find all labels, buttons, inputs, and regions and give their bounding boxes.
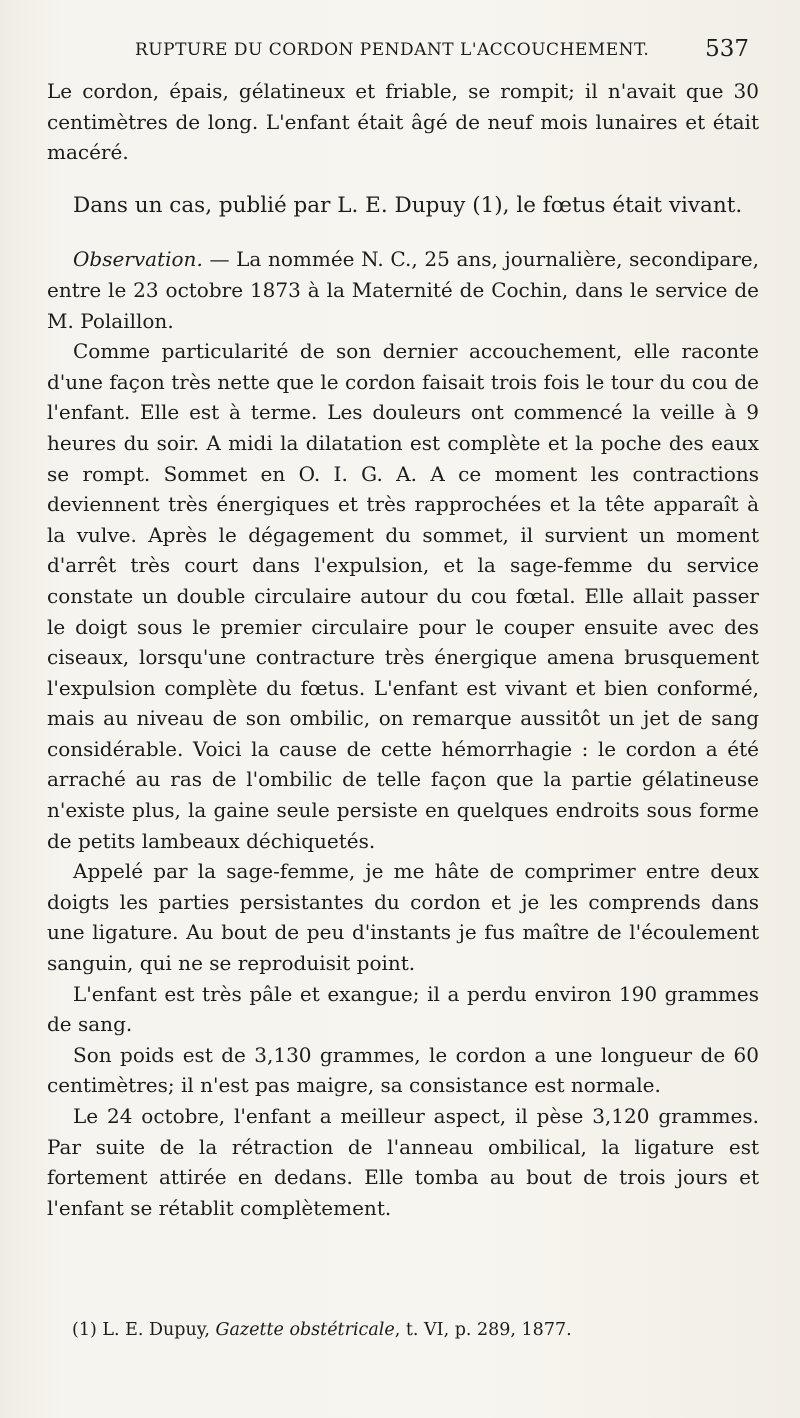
paragraph-weight: Son poids est de 3,130 grammes, le cordon a une longueur de 60 centimètres; il n'est pas maigre, sa consistance est normale. <box>47 1042 759 1098</box>
footnote-journal: Gazette obstétricale <box>215 1320 395 1340</box>
paragraph-blood-loss: L'enfant est très pâle et exangue; il a perdu environ 190 grammes de sang. <box>47 981 759 1037</box>
observation-text: — La nommée N. C., 25 ans, journalière, secondipare, entre le 23 octobre 1873 à la Maternité de Cochin, dans le service de M. Polaillon. <box>47 247 759 333</box>
footnote-suffix: , t. VI, p. 289, 1877. <box>394 1320 572 1340</box>
body-text <box>47 76 759 1223</box>
paragraph-cord-rupture: Le cordon, épais, gélatineux et friable, se rompit; il n'avait que 30 centimètres de long. L'enfant était âgé de neuf mois lunaires et était macéré. <box>47 79 759 165</box>
paragraph-ligature: Appelé par la sage-femme, je me hâte de comprimer entre deux doigts les parties persistantes du cordon et je les comprends dans une ligature. Au bout de peu d'instants je fus maître de l'écoulement sanguin, qui ne se reproduisit point. <box>47 859 759 976</box>
footnote <box>72 1320 762 1340</box>
paragraph-observation <box>47 244 759 336</box>
footnote-prefix: (1) L. E. Dupuy, <box>72 1320 216 1340</box>
paragraph-delivery-account: Comme particularité de son dernier accouchement, elle raconte d'une façon très nette que le cordon faisait trois fois le tour du cou de l'enfant. Elle est à terme. Les douleurs ont commencé la veille à 9 heures du soir. A midi la dilatation est complète et la poche des eaux se rompt. Sommet en O. I. G. A. A ce moment les contractions deviennent très énergiques et très rapprochées et la tête apparaît à la vulve. Après le dégagement du sommet, il survient un moment d'arrêt très court dans l'expulsion, et la sage-femme du service constate un double circulaire autour du cou fœtal. Elle allait passer le doigt sous le premier circulaire pour le couper ensuite avec des ciseaux, lorsqu'une contracture très énergique amena brusquement l'expulsion complète du fœtus. L'enfant est vivant et bien conformé, mais au niveau de son ombilic, on remarque aussitôt un jet de sang considérable. Voici la cause de cette hémorrhagie : le cordon a été arraché au ras de l'ombilic de telle façon que la partie gélatineuse n'existe plus, la gaine seule persiste en quelques endroits sous forme de petits lambeaux déchiquetés. <box>47 339 759 853</box>
page-number: 537 <box>705 36 749 62</box>
page-header <box>135 36 755 66</box>
paragraph-recovery: Le 24 octobre, l'enfant a meilleur aspect, il pèse 3,120 grammes. Par suite de la rétraction de l'anneau ombilical, la ligature est fortement attirée en dedans. Elle tomba au bout de trois jours et l'enfant se rétablit complètement. <box>47 1104 759 1220</box>
running-title: RUPTURE DU CORDON PENDANT L'ACCOUCHEMENT. <box>135 40 650 60</box>
paragraph-dupuy-case: Dans un cas, publié par L. E. Dupuy (1), le fœtus était vivant. <box>73 192 743 218</box>
observation-label: Observation. <box>73 247 203 272</box>
